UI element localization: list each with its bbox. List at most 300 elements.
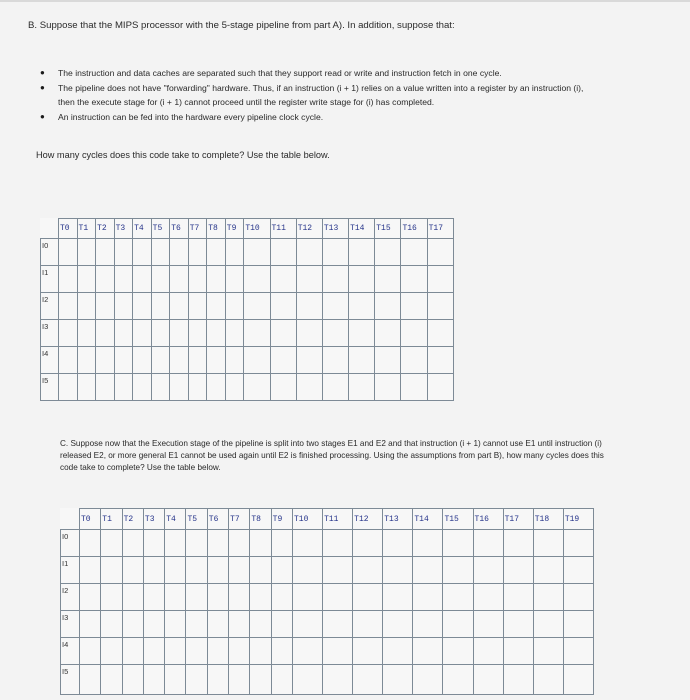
grid-cell[interactable] <box>229 557 250 584</box>
row-label: I2 <box>41 293 59 320</box>
grid-cell[interactable] <box>151 347 170 374</box>
grid-cell[interactable] <box>271 665 292 695</box>
grid-cell[interactable] <box>270 374 296 401</box>
column-header: T0 <box>59 219 78 239</box>
grid-cell[interactable] <box>563 530 593 557</box>
grid-cell[interactable] <box>296 293 322 320</box>
assumption-item: ● The pipeline does not have "forwarding" hardware. Thus, if an instruction (i + 1) relies on a value written into a register by an instruction (i), then the execute stage for (i + 1) cannot proceed until the register write stage for (i) has completed. <box>40 81 600 109</box>
grid-cell[interactable] <box>353 530 383 557</box>
grid-cell[interactable] <box>349 266 375 293</box>
table-header-row <box>61 509 594 530</box>
grid-cell[interactable] <box>229 611 250 638</box>
grid-cell[interactable] <box>533 611 563 638</box>
grid-cell[interactable] <box>533 665 563 695</box>
grid-cell[interactable] <box>133 320 152 347</box>
grid-cell[interactable] <box>503 584 533 611</box>
grid-cell[interactable] <box>80 638 101 665</box>
grid-cell[interactable] <box>270 347 296 374</box>
column-header: T5 <box>186 509 207 530</box>
grid-cell[interactable] <box>353 638 383 665</box>
grid-cell[interactable] <box>271 638 292 665</box>
grid-cell[interactable] <box>207 293 226 320</box>
table-row <box>61 611 594 638</box>
column-header: T6 <box>207 509 228 530</box>
grid-cell[interactable] <box>225 374 244 401</box>
assumptions-list <box>40 66 600 125</box>
grid-cell[interactable] <box>443 530 473 557</box>
row-label: I0 <box>61 530 80 557</box>
grid-cell[interactable] <box>250 530 271 557</box>
grid-cell[interactable] <box>353 584 383 611</box>
table-row <box>61 584 594 611</box>
grid-cell[interactable] <box>322 320 348 347</box>
column-header: T14 <box>413 509 443 530</box>
grid-cell[interactable] <box>375 320 401 347</box>
grid-cell[interactable] <box>375 266 401 293</box>
grid-cell[interactable] <box>165 584 186 611</box>
grid-cell[interactable] <box>77 374 96 401</box>
grid-cell[interactable] <box>96 347 115 374</box>
grid-cell[interactable] <box>443 611 473 638</box>
grid-cell[interactable] <box>114 266 133 293</box>
grid-cell[interactable] <box>165 611 186 638</box>
column-header: T11 <box>270 219 296 239</box>
grid-cell[interactable] <box>413 665 443 695</box>
column-header: T17 <box>427 219 453 239</box>
column-header: T5 <box>151 219 170 239</box>
grid-cell[interactable] <box>207 347 226 374</box>
grid-cell[interactable] <box>323 611 353 638</box>
grid-cell[interactable] <box>165 665 186 695</box>
grid-cell[interactable] <box>401 293 427 320</box>
part-b-question: How many cycles does this code take to complete? Use the table below. <box>36 150 330 160</box>
grid-cell[interactable] <box>322 347 348 374</box>
column-header: T12 <box>296 219 322 239</box>
grid-cell[interactable] <box>375 347 401 374</box>
grid-cell[interactable] <box>533 557 563 584</box>
grid-cell[interactable] <box>271 611 292 638</box>
grid-cell[interactable] <box>186 611 207 638</box>
grid-cell[interactable] <box>80 584 101 611</box>
grid-cell[interactable] <box>186 584 207 611</box>
grid-cell[interactable] <box>322 293 348 320</box>
grid-cell[interactable] <box>77 293 96 320</box>
grid-cell[interactable] <box>170 266 189 293</box>
grid-cell[interactable] <box>503 638 533 665</box>
grid-cell[interactable] <box>186 665 207 695</box>
grid-cell[interactable] <box>188 374 207 401</box>
grid-cell[interactable] <box>225 320 244 347</box>
grid-cell[interactable] <box>59 239 78 266</box>
row-label: I2 <box>61 584 80 611</box>
assumption-item: ● An instruction can be fed into the hardware every pipeline clock cycle. <box>40 110 600 124</box>
grid-cell[interactable] <box>101 530 122 557</box>
grid-cell[interactable] <box>427 374 453 401</box>
grid-cell[interactable] <box>383 611 413 638</box>
grid-cell[interactable] <box>473 611 503 638</box>
grid-cell[interactable] <box>170 293 189 320</box>
column-header: T8 <box>207 219 226 239</box>
grid-cell[interactable] <box>188 293 207 320</box>
grid-cell[interactable] <box>503 557 533 584</box>
column-header: T4 <box>165 509 186 530</box>
grid-cell[interactable] <box>122 611 143 638</box>
grid-cell[interactable] <box>101 557 122 584</box>
grid-cell[interactable] <box>383 584 413 611</box>
column-header: T9 <box>225 219 244 239</box>
grid-cell[interactable] <box>207 239 226 266</box>
grid-cell[interactable] <box>427 293 453 320</box>
grid-cell[interactable] <box>503 665 533 695</box>
grid-cell[interactable] <box>151 266 170 293</box>
grid-cell[interactable] <box>122 665 143 695</box>
grid-cell[interactable] <box>80 665 101 695</box>
grid-cell[interactable] <box>96 374 115 401</box>
grid-cell[interactable] <box>80 530 101 557</box>
column-header: T17 <box>503 509 533 530</box>
grid-cell[interactable] <box>225 239 244 266</box>
part-b-heading: B. Suppose that the MIPS processor with the 5-stage pipeline from part A). In addition, suppose that: <box>28 20 455 31</box>
grid-cell[interactable] <box>271 584 292 611</box>
grid-cell[interactable] <box>427 320 453 347</box>
grid-cell[interactable] <box>207 584 228 611</box>
column-header: T7 <box>229 509 250 530</box>
grid-cell[interactable] <box>353 611 383 638</box>
grid-cell[interactable] <box>186 638 207 665</box>
table-row <box>41 266 454 293</box>
column-header: T0 <box>80 509 101 530</box>
table-row <box>41 374 454 401</box>
grid-cell[interactable] <box>96 266 115 293</box>
row-label: I0 <box>41 239 59 266</box>
pipeline-table-c <box>60 508 594 695</box>
grid-cell[interactable] <box>375 293 401 320</box>
grid-cell[interactable] <box>250 611 271 638</box>
grid-cell[interactable] <box>503 611 533 638</box>
column-header: T1 <box>101 509 122 530</box>
grid-cell[interactable] <box>375 239 401 266</box>
grid-cell[interactable] <box>250 665 271 695</box>
row-label: I5 <box>61 665 80 695</box>
part-c-question: C. Suppose now that the Execution stage of the pipeline is split into two stages E1 and E2 and that instruction (i + 1) cannot use E1 until instruction (i) released E2, or more general E1 cannot be used again until E2 is finished processing. Using the assumptions from part B), how many cycles does this code take to complete? Use the table below. <box>60 439 604 472</box>
grid-cell[interactable] <box>427 347 453 374</box>
grid-cell[interactable] <box>322 266 348 293</box>
grid-cell[interactable] <box>563 665 593 695</box>
table-row <box>61 557 594 584</box>
grid-cell[interactable] <box>383 665 413 695</box>
column-header: T19 <box>563 509 593 530</box>
column-header: T16 <box>473 509 503 530</box>
grid-cell[interactable] <box>323 638 353 665</box>
grid-cell[interactable] <box>383 638 413 665</box>
grid-cell[interactable] <box>270 266 296 293</box>
grid-cell[interactable] <box>413 584 443 611</box>
grid-cell[interactable] <box>143 584 164 611</box>
grid-cell[interactable] <box>270 320 296 347</box>
grid-cell[interactable] <box>207 320 226 347</box>
grid-cell[interactable] <box>225 347 244 374</box>
table-corner <box>61 509 80 530</box>
grid-cell[interactable] <box>170 320 189 347</box>
grid-cell[interactable] <box>563 584 593 611</box>
grid-cell[interactable] <box>133 374 152 401</box>
grid-cell[interactable] <box>77 266 96 293</box>
grid-cell[interactable] <box>349 347 375 374</box>
grid-cell[interactable] <box>296 374 322 401</box>
column-header: T13 <box>322 219 348 239</box>
column-header: T11 <box>323 509 353 530</box>
grid-cell[interactable] <box>170 347 189 374</box>
grid-cell[interactable] <box>151 293 170 320</box>
grid-cell[interactable] <box>323 557 353 584</box>
grid-cell[interactable] <box>427 239 453 266</box>
table-row <box>61 665 594 695</box>
column-header: T10 <box>244 219 270 239</box>
grid-cell[interactable] <box>296 239 322 266</box>
grid-cell[interactable] <box>77 239 96 266</box>
grid-cell[interactable] <box>133 239 152 266</box>
grid-cell[interactable] <box>114 374 133 401</box>
grid-cell[interactable] <box>59 320 78 347</box>
grid-cell[interactable] <box>188 320 207 347</box>
grid-cell[interactable] <box>323 665 353 695</box>
column-header: T13 <box>383 509 413 530</box>
grid-cell[interactable] <box>292 665 322 695</box>
grid-cell[interactable] <box>401 347 427 374</box>
column-header: T18 <box>533 509 563 530</box>
grid-cell[interactable] <box>207 557 228 584</box>
grid-cell[interactable] <box>473 584 503 611</box>
grid-cell[interactable] <box>122 530 143 557</box>
grid-cell[interactable] <box>533 530 563 557</box>
grid-cell[interactable] <box>165 638 186 665</box>
grid-cell[interactable] <box>244 347 270 374</box>
grid-cell[interactable] <box>229 584 250 611</box>
grid-cell[interactable] <box>207 638 228 665</box>
grid-cell[interactable] <box>292 611 322 638</box>
grid-cell[interactable] <box>143 557 164 584</box>
grid-cell[interactable] <box>80 611 101 638</box>
grid-cell[interactable] <box>443 638 473 665</box>
grid-cell[interactable] <box>473 638 503 665</box>
column-header: T10 <box>292 509 322 530</box>
grid-cell[interactable] <box>413 611 443 638</box>
grid-cell[interactable] <box>143 665 164 695</box>
grid-cell[interactable] <box>170 239 189 266</box>
top-divider <box>0 0 690 2</box>
grid-cell[interactable] <box>563 638 593 665</box>
grid-cell[interactable] <box>250 638 271 665</box>
column-header: T15 <box>375 219 401 239</box>
grid-cell[interactable] <box>413 638 443 665</box>
grid-cell[interactable] <box>59 347 78 374</box>
column-header: T3 <box>114 219 133 239</box>
table-row <box>41 347 454 374</box>
grid-cell[interactable] <box>165 557 186 584</box>
column-header: T14 <box>349 219 375 239</box>
grid-cell[interactable] <box>244 239 270 266</box>
grid-cell[interactable] <box>473 665 503 695</box>
grid-cell[interactable] <box>296 266 322 293</box>
grid-cell[interactable] <box>151 320 170 347</box>
column-header: T7 <box>188 219 207 239</box>
grid-cell[interactable] <box>271 557 292 584</box>
grid-cell[interactable] <box>244 293 270 320</box>
grid-cell[interactable] <box>101 665 122 695</box>
grid-cell[interactable] <box>270 239 296 266</box>
assumption-item: ● The instruction and data caches are separated such that they support read or write and instruction fetch in one cycle. <box>40 66 600 80</box>
grid-cell[interactable] <box>170 374 189 401</box>
grid-cell[interactable] <box>133 347 152 374</box>
grid-cell[interactable] <box>207 611 228 638</box>
column-header: T15 <box>443 509 473 530</box>
column-header: T9 <box>271 509 292 530</box>
grid-cell[interactable] <box>165 530 186 557</box>
grid-cell[interactable] <box>188 266 207 293</box>
pipeline-table-b <box>40 218 454 401</box>
grid-cell[interactable] <box>122 638 143 665</box>
grid-cell[interactable] <box>244 320 270 347</box>
grid-cell[interactable] <box>122 557 143 584</box>
grid-cell[interactable] <box>349 374 375 401</box>
grid-cell[interactable] <box>401 239 427 266</box>
column-header: T12 <box>353 509 383 530</box>
grid-cell[interactable] <box>96 239 115 266</box>
grid-cell[interactable] <box>292 530 322 557</box>
grid-cell[interactable] <box>59 266 78 293</box>
column-header: T3 <box>143 509 164 530</box>
row-label: I1 <box>41 266 59 293</box>
grid-cell[interactable] <box>151 239 170 266</box>
grid-cell[interactable] <box>296 347 322 374</box>
grid-cell[interactable] <box>443 557 473 584</box>
grid-cell[interactable] <box>250 557 271 584</box>
grid-cell[interactable] <box>563 611 593 638</box>
grid-cell[interactable] <box>186 557 207 584</box>
grid-cell[interactable] <box>292 557 322 584</box>
grid-cell[interactable] <box>101 611 122 638</box>
grid-cell[interactable] <box>533 638 563 665</box>
column-header: T2 <box>96 219 115 239</box>
row-label: I3 <box>61 611 80 638</box>
column-header: T4 <box>133 219 152 239</box>
grid-cell[interactable] <box>401 320 427 347</box>
grid-cell[interactable] <box>443 584 473 611</box>
grid-cell[interactable] <box>563 557 593 584</box>
column-header: T8 <box>250 509 271 530</box>
grid-cell[interactable] <box>413 530 443 557</box>
column-header: T6 <box>170 219 189 239</box>
grid-cell[interactable] <box>77 347 96 374</box>
grid-cell[interactable] <box>229 638 250 665</box>
grid-cell[interactable] <box>207 374 226 401</box>
grid-cell[interactable] <box>353 665 383 695</box>
grid-cell[interactable] <box>188 239 207 266</box>
grid-cell[interactable] <box>353 557 383 584</box>
grid-cell[interactable] <box>225 293 244 320</box>
grid-cell[interactable] <box>427 266 453 293</box>
grid-cell[interactable] <box>349 320 375 347</box>
grid-cell[interactable] <box>96 293 115 320</box>
table-row <box>41 320 454 347</box>
grid-cell[interactable] <box>229 665 250 695</box>
table-row <box>61 638 594 665</box>
grid-cell[interactable] <box>349 293 375 320</box>
grid-cell[interactable] <box>143 611 164 638</box>
grid-cell[interactable] <box>323 530 353 557</box>
grid-cell[interactable] <box>80 557 101 584</box>
grid-cell[interactable] <box>207 530 228 557</box>
grid-cell[interactable] <box>383 530 413 557</box>
grid-cell[interactable] <box>473 530 503 557</box>
table-row <box>61 530 594 557</box>
grid-cell[interactable] <box>151 374 170 401</box>
grid-cell[interactable] <box>533 584 563 611</box>
grid-cell[interactable] <box>413 557 443 584</box>
grid-cell[interactable] <box>229 530 250 557</box>
table-header-row <box>41 219 454 239</box>
grid-cell[interactable] <box>225 266 244 293</box>
grid-cell[interactable] <box>133 266 152 293</box>
grid-cell[interactable] <box>349 239 375 266</box>
grid-cell[interactable] <box>401 266 427 293</box>
grid-cell[interactable] <box>96 320 115 347</box>
column-header: T16 <box>401 219 427 239</box>
grid-cell[interactable] <box>59 293 78 320</box>
grid-cell[interactable] <box>101 584 122 611</box>
grid-cell[interactable] <box>114 320 133 347</box>
grid-cell[interactable] <box>59 374 78 401</box>
grid-cell[interactable] <box>375 374 401 401</box>
grid-cell[interactable] <box>114 347 133 374</box>
table-row <box>41 239 454 266</box>
row-label: I1 <box>61 557 80 584</box>
grid-cell[interactable] <box>322 374 348 401</box>
grid-cell[interactable] <box>322 239 348 266</box>
grid-cell[interactable] <box>114 239 133 266</box>
grid-cell[interactable] <box>270 293 296 320</box>
grid-cell[interactable] <box>143 638 164 665</box>
grid-cell[interactable] <box>188 347 207 374</box>
grid-cell[interactable] <box>443 665 473 695</box>
grid-cell[interactable] <box>122 584 143 611</box>
grid-cell[interactable] <box>207 266 226 293</box>
grid-cell[interactable] <box>101 638 122 665</box>
grid-cell[interactable] <box>383 557 413 584</box>
grid-cell[interactable] <box>133 293 152 320</box>
grid-cell[interactable] <box>207 665 228 695</box>
grid-cell[interactable] <box>473 557 503 584</box>
grid-cell[interactable] <box>244 374 270 401</box>
grid-cell[interactable] <box>244 266 270 293</box>
grid-cell[interactable] <box>401 374 427 401</box>
grid-cell[interactable] <box>271 530 292 557</box>
grid-cell[interactable] <box>186 530 207 557</box>
grid-cell[interactable] <box>292 584 322 611</box>
grid-cell[interactable] <box>503 530 533 557</box>
grid-cell[interactable] <box>296 320 322 347</box>
grid-cell[interactable] <box>292 638 322 665</box>
grid-cell[interactable] <box>250 584 271 611</box>
grid-cell[interactable] <box>114 293 133 320</box>
table-row <box>41 293 454 320</box>
row-label: I4 <box>41 347 59 374</box>
column-header: T2 <box>122 509 143 530</box>
grid-cell[interactable] <box>77 320 96 347</box>
grid-cell[interactable] <box>323 584 353 611</box>
grid-cell[interactable] <box>143 530 164 557</box>
row-label: I3 <box>41 320 59 347</box>
